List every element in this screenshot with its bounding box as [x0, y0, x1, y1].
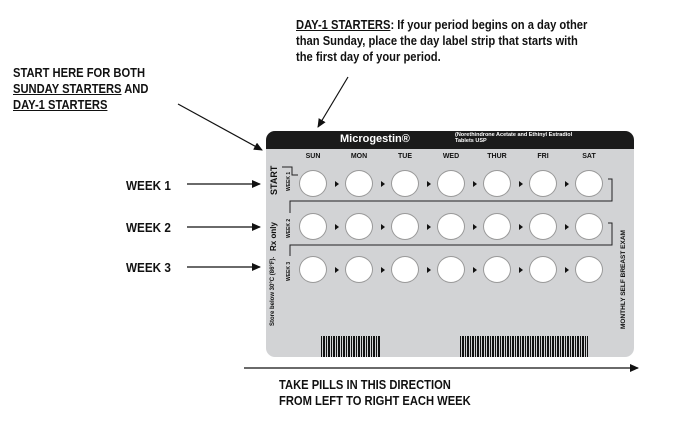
start-here-and: AND: [121, 81, 149, 96]
day-mon: MON: [350, 153, 368, 160]
row-label-week2: WEEK 2: [286, 218, 292, 238]
start-here-arrow: [178, 104, 262, 150]
day1-arrow: [318, 77, 348, 127]
week2-label: WEEK 2: [126, 220, 171, 235]
sunday-starters-text: SUNDAY STARTERS: [13, 81, 122, 96]
rx-only-label: Rx only: [269, 222, 278, 251]
week1-label: WEEK 1: [126, 178, 171, 193]
day-sun: SUN: [305, 153, 321, 160]
day-fri: FRI: [537, 153, 549, 160]
direction-line2: FROM LEFT TO RIGHT EACH WEEK: [279, 393, 471, 408]
top-note-line1: : If your period begins on a day other: [390, 17, 588, 32]
day-wed: WED: [442, 153, 460, 160]
top-note-line2: than Sunday, place the day label strip that starts with: [296, 33, 578, 48]
row-label-week3: WEEK 3: [286, 261, 292, 281]
top-note-line3: the first day of your period.: [296, 49, 441, 64]
day-thur: THUR: [487, 153, 507, 160]
direction-note: [279, 377, 471, 409]
start-here-line1: START HERE FOR BOTH: [13, 65, 146, 80]
generic-name: (Norethindrone Acetate and Ethinyl Estradiol Tablets USP: [455, 132, 573, 144]
start-label: START: [269, 165, 279, 195]
direction-line1: TAKE PILLS IN THIS DIRECTION: [279, 377, 451, 392]
row-label-week1: WEEK 1: [286, 171, 292, 191]
day1-starters-text: DAY-1 STARTERS: [13, 97, 108, 112]
day-tue: TUE: [398, 153, 412, 160]
day1-starters-heading: DAY-1 STARTERS: [296, 17, 391, 32]
brand-name: Microgestin®: [340, 133, 410, 145]
day-sat: SAT: [582, 153, 596, 160]
week3-label: WEEK 3: [126, 260, 171, 275]
storage-label: Store below 30°C (86°F).: [270, 256, 276, 326]
breast-exam-label: MONTHLY SELF BREAST EXAM: [620, 230, 627, 329]
